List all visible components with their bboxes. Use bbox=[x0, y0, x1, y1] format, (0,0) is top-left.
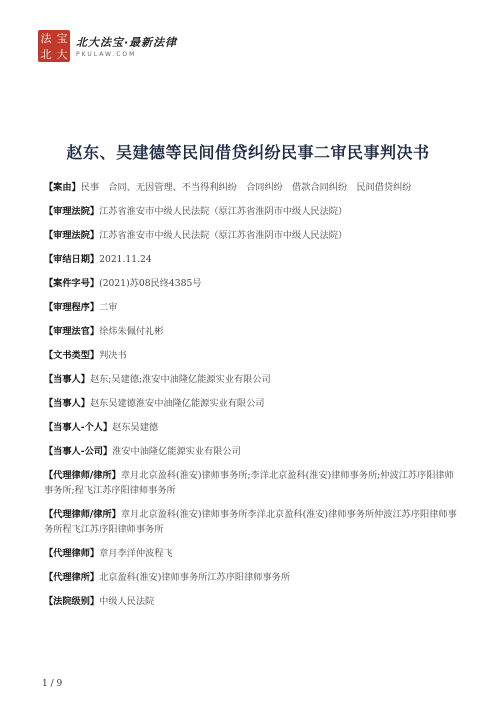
field-value: 江苏省淮安市中级人民法院（原江苏省淮阴市中级人民法院） bbox=[99, 206, 348, 217]
field-value: 二审 bbox=[99, 302, 118, 313]
field-row bbox=[44, 570, 462, 585]
seal-char: 法 bbox=[40, 31, 52, 45]
field-label: 【当事人】 bbox=[44, 398, 90, 409]
field-label: 【代理律师/律所】 bbox=[44, 470, 121, 481]
field-label: 【审结日期】 bbox=[44, 254, 100, 265]
brand bbox=[76, 34, 177, 58]
field-value: 章月李洋仲波程飞 bbox=[99, 548, 173, 559]
field-label: 【审理法官】 bbox=[44, 326, 100, 337]
field-value: 淮安中油隆亿能源实业有限公司 bbox=[112, 446, 241, 457]
field-value: 2021.11.24 bbox=[99, 254, 152, 265]
logo-seal bbox=[38, 30, 70, 62]
field-label: 【审理程序】 bbox=[44, 302, 100, 313]
seal-char: 宝 bbox=[56, 31, 68, 45]
field-row bbox=[44, 420, 462, 435]
field-value: 章月北京盈科(淮安)律师事务所李洋北京盈科(淮安)律师事务所仲波江苏序阳律师事务所程飞江苏序阳律师事务所 bbox=[44, 509, 457, 535]
field-label: 【当事人-公司】 bbox=[44, 446, 113, 457]
field-row bbox=[44, 300, 462, 315]
field-row bbox=[44, 324, 462, 339]
field-row bbox=[44, 180, 462, 195]
field-label: 【代理律师/律所】 bbox=[44, 509, 121, 520]
logo bbox=[38, 30, 177, 62]
field-row bbox=[44, 252, 462, 267]
seal-char: 北 bbox=[40, 47, 52, 61]
field-value: 北京盈科(淮安)律师事务所江苏序阳律师事务所 bbox=[99, 572, 291, 583]
document-title: 赵东、吴建德等民间借贷纠纷民事二审民事判决书 bbox=[66, 143, 430, 162]
field-value: (2021)苏08民终4385号 bbox=[99, 278, 202, 289]
field-label: 【代理律所】 bbox=[44, 572, 100, 583]
field-value: 章月北京盈科(淮安)律师事务所;李洋北京盈科(淮安)律师事务所;仲波江苏序阳律师事务所;程飞江苏序阳律师事务所 bbox=[44, 470, 454, 496]
field-label: 【当事人-个人】 bbox=[44, 422, 113, 433]
field-row bbox=[44, 444, 462, 459]
field-row bbox=[44, 348, 462, 363]
field-label: 【审理法院】 bbox=[44, 206, 100, 217]
field-row bbox=[44, 276, 462, 291]
field-value: 徐炜朱佩付礼彬 bbox=[99, 326, 164, 337]
field-value: 中级人民法院 bbox=[99, 596, 155, 607]
field-value: 民事 合同、无因管理、不当得利纠纷 合同纠纷 借款合同纠纷 民间借贷纠纷 bbox=[80, 182, 412, 193]
field-value: 判决书 bbox=[99, 350, 127, 361]
field-label: 【文书类型】 bbox=[44, 350, 100, 361]
field-row bbox=[44, 228, 462, 243]
field-label: 【案由】 bbox=[44, 182, 81, 193]
field-row bbox=[44, 372, 462, 387]
page-number: 1 / 9 bbox=[42, 679, 63, 689]
document-fields bbox=[44, 180, 462, 618]
brand-url: PKULAW.COM bbox=[76, 51, 137, 58]
field-value: 江苏省淮安市中级人民法院（原江苏省淮阴市中级人民法院） bbox=[99, 230, 348, 241]
seal-char: 大 bbox=[56, 47, 68, 61]
field-row bbox=[44, 594, 462, 609]
field-label: 【代理律师】 bbox=[44, 548, 100, 559]
field-value: 赵东;吴建德;淮安中油隆亿能源实业有限公司 bbox=[89, 374, 271, 385]
field-row bbox=[44, 396, 462, 411]
field-value: 赵东吴建德淮安中油隆亿能源实业有限公司 bbox=[89, 398, 265, 409]
field-label: 【当事人】 bbox=[44, 374, 90, 385]
field-label: 【审理法院】 bbox=[44, 230, 100, 241]
field-row bbox=[44, 546, 462, 561]
field-row bbox=[44, 204, 462, 219]
field-row bbox=[44, 468, 462, 498]
field-label: 【案件字号】 bbox=[44, 278, 100, 289]
field-row bbox=[44, 507, 462, 537]
field-label: 【法院级别】 bbox=[44, 596, 100, 607]
field-value: 赵东吴建德 bbox=[112, 422, 159, 433]
brand-name: 北大法宝·最新法律 bbox=[76, 36, 178, 49]
